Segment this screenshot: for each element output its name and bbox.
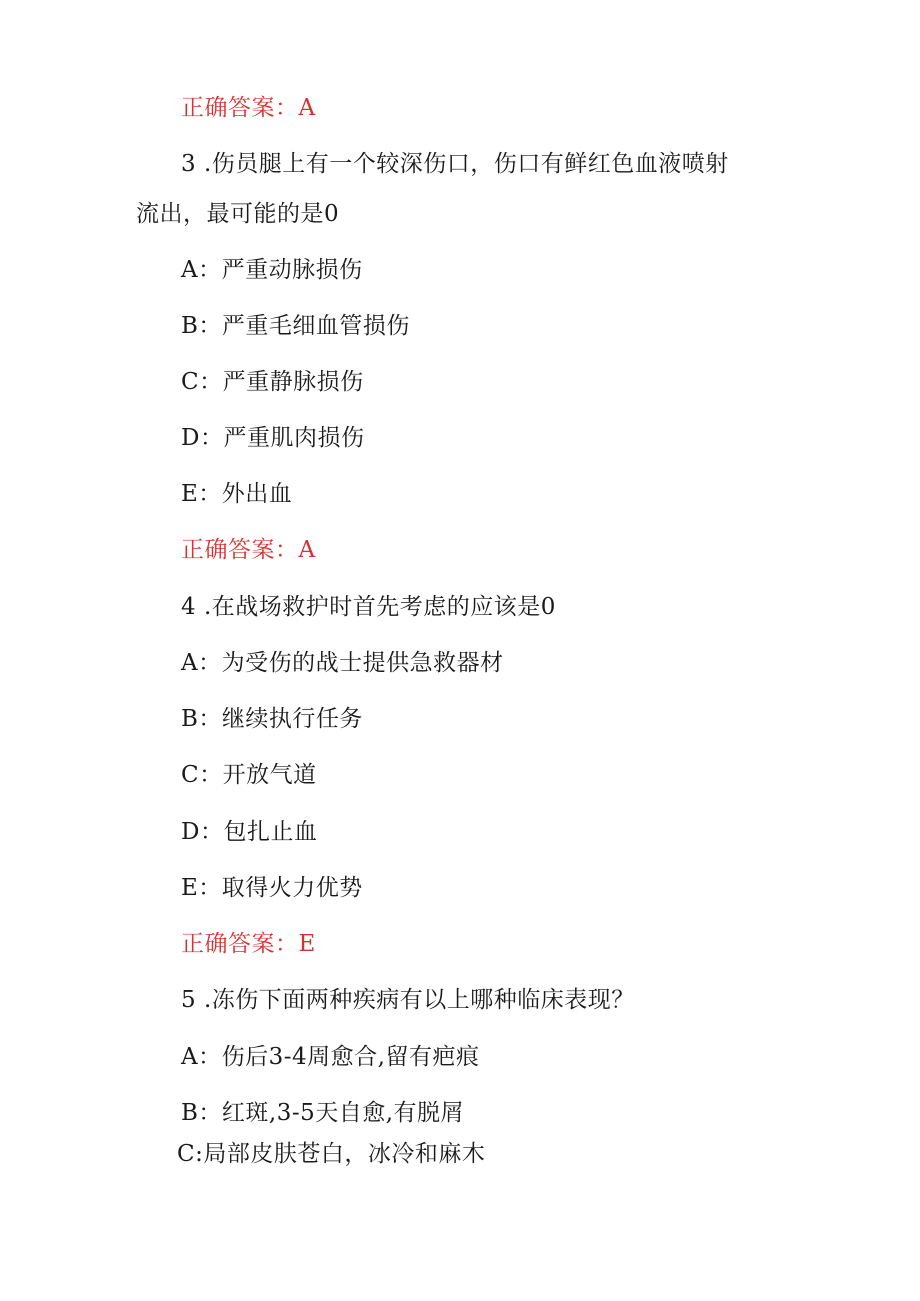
question-3-option-b: B：严重毛细血管损伤	[181, 313, 410, 339]
question-4-option-a: A：为受伤的战士提供急救器材	[181, 650, 504, 676]
correct-answer-4: 正确答案：E	[181, 931, 316, 957]
question-5: 5 .冻伤下面两种疾病有以上哪种临床表现？	[181, 987, 635, 1013]
question-4-option-c: C：开放气道	[181, 762, 317, 788]
question-5-option-c: C:局部皮肤苍白，冰冷和麻木	[177, 1141, 486, 1167]
question-5-option-a: A：伤后3-4周愈合,留有疤痕	[181, 1044, 480, 1070]
question-3-option-c: C：严重静脉损伤	[181, 369, 364, 395]
question-4: 4 .在战场救护时首先考虑的应该是0	[181, 594, 556, 620]
question-3-option-e: E：外出血	[181, 481, 293, 507]
correct-answer-3: 正确答案：A	[181, 537, 316, 563]
question-4-option-b: B：继续执行任务	[181, 706, 363, 732]
question-5-option-b: B：红斑,3-5天自愈,有脱屑	[181, 1100, 465, 1126]
question-4-option-e: E：取得火力优势	[181, 875, 363, 901]
question-3-line-1: 3 .伤员腿上有一个较深伤口，伤口有鲜红色血液喷射	[181, 151, 729, 177]
question-3-line-2: 流出，最可能的是0	[136, 201, 340, 227]
question-4-option-d: D：包扎止血	[181, 819, 318, 845]
question-3-option-a: A：严重动脉损伤	[181, 257, 363, 283]
question-3-option-d: D：严重肌肉损伤	[181, 425, 365, 451]
correct-answer-2: 正确答案：A	[181, 95, 316, 121]
